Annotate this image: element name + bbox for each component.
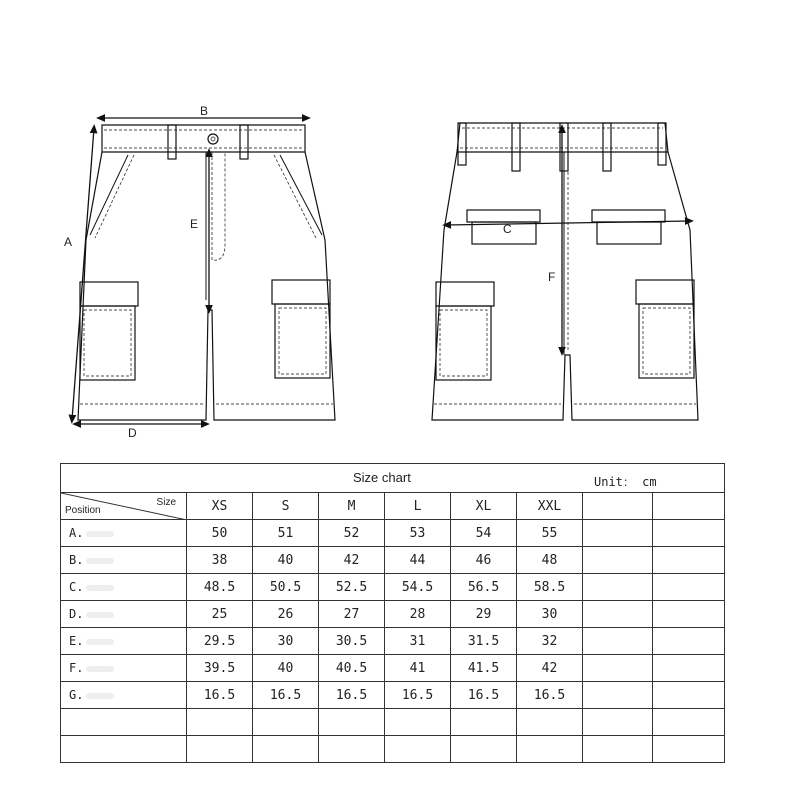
value-cell: 41 (385, 655, 451, 682)
empty-cell (653, 655, 725, 682)
empty-cell (653, 682, 725, 709)
value-cell: 31 (385, 628, 451, 655)
size-header: XS (187, 493, 253, 520)
label-a: A (64, 235, 73, 249)
value-cell: 42 (319, 547, 385, 574)
value-cell: 56.5 (451, 574, 517, 601)
label-f: F (548, 270, 556, 284)
value-cell: 52 (319, 520, 385, 547)
value-cell: 32 (517, 628, 583, 655)
table-row (61, 682, 725, 709)
blurred-text-mark (86, 558, 114, 564)
empty-cell (61, 736, 187, 763)
shorts-measurement-diagram (0, 90, 800, 440)
empty-cell (653, 709, 725, 736)
empty-cell (253, 709, 319, 736)
table-row (61, 655, 725, 682)
empty-cell (583, 574, 653, 601)
row-label: D. (69, 607, 84, 621)
value-cell: 16.5 (385, 682, 451, 709)
size-header: XL (451, 493, 517, 520)
size-header: S (253, 493, 319, 520)
empty-cell (451, 709, 517, 736)
measure-line-a (72, 128, 94, 420)
empty-cell (583, 493, 653, 520)
row-label: B. (69, 553, 84, 567)
table-row (61, 520, 725, 547)
value-cell: 50 (187, 520, 253, 547)
empty-row (61, 736, 725, 763)
row-label-cell (61, 655, 187, 682)
value-cell: 30 (253, 628, 319, 655)
table-row (61, 547, 725, 574)
unit-label: Unit： cm (594, 475, 657, 489)
value-cell: 16.5 (451, 682, 517, 709)
corner-position-label: Position (65, 505, 101, 516)
value-cell: 29 (451, 601, 517, 628)
front-measurement-lines (72, 118, 307, 424)
blurred-text-mark (86, 693, 114, 699)
empty-cell (451, 736, 517, 763)
value-cell: 16.5 (253, 682, 319, 709)
value-cell: 40 (253, 547, 319, 574)
value-cell: 30.5 (319, 628, 385, 655)
value-cell: 41.5 (451, 655, 517, 682)
row-label-cell (61, 574, 187, 601)
blurred-text-mark (86, 666, 114, 672)
row-label-cell (61, 520, 187, 547)
blurred-text-mark (86, 639, 114, 645)
size-rows (61, 520, 725, 763)
row-label: C. (69, 580, 84, 594)
row-label-cell (61, 547, 187, 574)
value-cell: 16.5 (517, 682, 583, 709)
empty-row (61, 709, 725, 736)
value-cell: 26 (253, 601, 319, 628)
size-header: M (319, 493, 385, 520)
empty-cell (385, 736, 451, 763)
size-table (60, 463, 725, 763)
blurred-text-mark (86, 585, 114, 591)
value-cell: 38 (187, 547, 253, 574)
empty-cell (653, 520, 725, 547)
label-b: B (200, 104, 209, 118)
empty-cell (187, 709, 253, 736)
value-cell: 50.5 (253, 574, 319, 601)
value-cell: 52.5 (319, 574, 385, 601)
empty-cell (653, 628, 725, 655)
empty-cell (583, 520, 653, 547)
empty-cell (187, 736, 253, 763)
empty-cell (653, 601, 725, 628)
value-cell: 54.5 (385, 574, 451, 601)
table-row (61, 628, 725, 655)
empty-cell (319, 709, 385, 736)
value-cell: 55 (517, 520, 583, 547)
empty-cell (653, 574, 725, 601)
empty-cell (583, 547, 653, 574)
value-cell: 48.5 (187, 574, 253, 601)
empty-cell (583, 601, 653, 628)
value-cell: 29.5 (187, 628, 253, 655)
value-cell: 27 (319, 601, 385, 628)
value-cell: 53 (385, 520, 451, 547)
label-d: D (128, 426, 137, 440)
empty-cell (583, 736, 653, 763)
value-cell: 42 (517, 655, 583, 682)
corner-size-label: Size (156, 497, 176, 508)
empty-cell (319, 736, 385, 763)
empty-cell (583, 628, 653, 655)
blurred-text-mark (86, 612, 114, 618)
value-cell: 40.5 (319, 655, 385, 682)
value-cell: 28 (385, 601, 451, 628)
empty-cell (583, 682, 653, 709)
label-e: E (190, 217, 199, 231)
value-cell: 31.5 (451, 628, 517, 655)
row-label: F. (69, 661, 84, 675)
value-cell: 16.5 (187, 682, 253, 709)
size-header: L (385, 493, 451, 520)
row-label-cell (61, 682, 187, 709)
empty-cell (61, 709, 187, 736)
row-label: A. (69, 526, 84, 540)
empty-cell (583, 709, 653, 736)
row-label: G. (69, 688, 84, 702)
table-row (61, 574, 725, 601)
size-chart-title: Size chart (353, 470, 411, 485)
front-view-drawing (78, 125, 335, 420)
empty-cell (653, 547, 725, 574)
value-cell: 51 (253, 520, 319, 547)
value-cell: 39.5 (187, 655, 253, 682)
value-cell: 30 (517, 601, 583, 628)
value-cell: 54 (451, 520, 517, 547)
empty-cell (653, 493, 725, 520)
value-cell: 44 (385, 547, 451, 574)
value-cell: 40 (253, 655, 319, 682)
empty-cell (385, 709, 451, 736)
empty-cell (583, 655, 653, 682)
value-cell: 58.5 (517, 574, 583, 601)
corner-header (61, 493, 187, 520)
value-cell: 48 (517, 547, 583, 574)
value-cell: 46 (451, 547, 517, 574)
empty-cell (253, 736, 319, 763)
value-cell: 16.5 (319, 682, 385, 709)
blurred-text-mark (86, 531, 114, 537)
row-label: E. (69, 634, 84, 648)
table-row (61, 601, 725, 628)
back-view-drawing (432, 123, 698, 420)
empty-cell (517, 736, 583, 763)
size-chart (60, 463, 724, 769)
empty-cell (517, 709, 583, 736)
size-header: XXL (517, 493, 583, 520)
size-chart-header (61, 464, 725, 493)
row-label-cell (61, 628, 187, 655)
value-cell: 25 (187, 601, 253, 628)
label-c: C (503, 222, 512, 236)
row-label-cell (61, 601, 187, 628)
empty-cell (653, 736, 725, 763)
